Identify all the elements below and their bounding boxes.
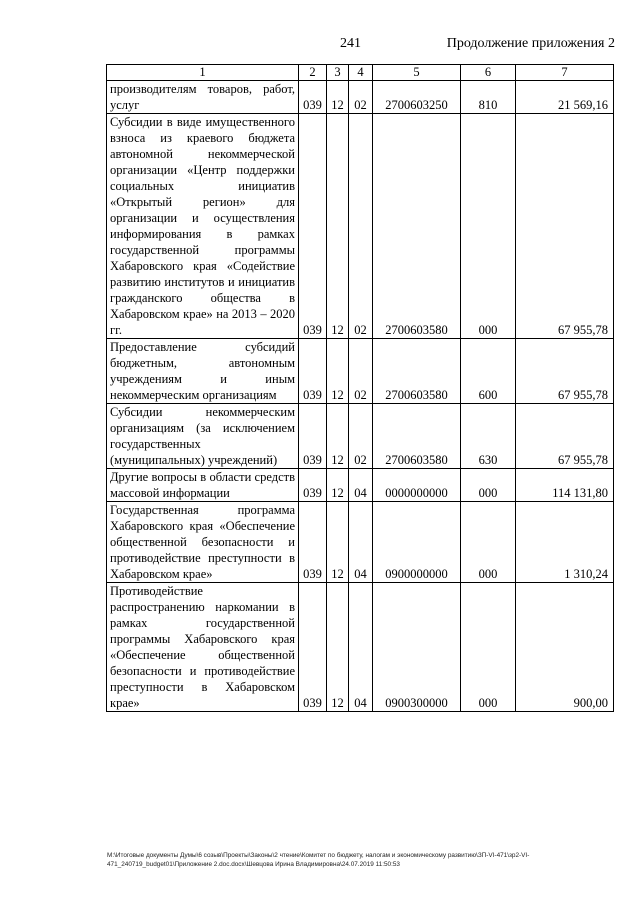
table-row <box>107 81 614 114</box>
row-amount: 114 131,80 <box>516 469 614 502</box>
row-code-1: 039 <box>299 502 327 583</box>
row-code-5: 000 <box>461 583 516 712</box>
column-header: 3 <box>327 65 349 81</box>
column-header: 1 <box>107 65 299 81</box>
row-name: Субсидии некоммерческим организациям (за исключением государственных (муниципальных) учреждений) <box>107 404 299 469</box>
row-code-3: 04 <box>349 583 373 712</box>
row-name: Противодействие распространению наркомании в рамках государственной программы Хабаровского края «Обеспечение общественной безопасности и противодействие преступности в Хабаровском крае» <box>107 583 299 712</box>
row-code-4: 2700603250 <box>373 81 461 114</box>
row-code-2: 12 <box>327 469 349 502</box>
row-amount: 67 955,78 <box>516 339 614 404</box>
row-code-3: 04 <box>349 469 373 502</box>
column-header: 5 <box>373 65 461 81</box>
row-code-4: 2700603580 <box>373 339 461 404</box>
row-code-1: 039 <box>299 114 327 339</box>
table-row <box>107 404 614 469</box>
row-code-1: 039 <box>299 583 327 712</box>
table-row <box>107 502 614 583</box>
row-amount: 900,00 <box>516 583 614 712</box>
row-code-1: 039 <box>299 469 327 502</box>
row-code-1: 039 <box>299 404 327 469</box>
row-name: Субсидии в виде имущественного взноса из краевого бюджета автономной некоммерческой организации «Центр поддержки социальных инициатив «Открытый регион» для организации и осуществления информирования в рамках государственной программы Хабаровского края «Содействие развитию институтов и инициатив гражданского общества в Хабаровском крае» на 2013 – 2020 гг. <box>107 114 299 339</box>
table-row <box>107 469 614 502</box>
row-code-1: 039 <box>299 339 327 404</box>
column-header: 2 <box>299 65 327 81</box>
table-header-row <box>107 65 614 81</box>
row-code-5: 600 <box>461 339 516 404</box>
row-code-4: 0900000000 <box>373 502 461 583</box>
column-header: 6 <box>461 65 516 81</box>
table-row <box>107 583 614 712</box>
row-name: производителям товаров, работ, услуг <box>107 81 299 114</box>
row-code-2: 12 <box>327 81 349 114</box>
row-code-2: 12 <box>327 339 349 404</box>
row-amount: 67 955,78 <box>516 114 614 339</box>
row-code-2: 12 <box>327 404 349 469</box>
row-code-5: 000 <box>461 114 516 339</box>
row-name: Предоставление субсидий бюджетным, автономным учреждениям и иным некоммерческим организациям <box>107 339 299 404</box>
row-code-2: 12 <box>327 583 349 712</box>
file-path-line: М:\Итоговые документы Думы\6 созыв\Проекты\Законы\2 чтение\Комитет по бюджету, налогам и экономическому развитию\ЗП-VI-471\зр2-VI- <box>107 852 530 859</box>
row-code-3: 02 <box>349 81 373 114</box>
row-amount: 1 310,24 <box>516 502 614 583</box>
table-row <box>107 339 614 404</box>
page-number: 241 <box>340 36 361 51</box>
row-code-4: 2700603580 <box>373 114 461 339</box>
row-code-5: 000 <box>461 469 516 502</box>
row-code-5: 810 <box>461 81 516 114</box>
column-header: 4 <box>349 65 373 81</box>
row-code-4: 2700603580 <box>373 404 461 469</box>
row-code-2: 12 <box>327 114 349 339</box>
row-code-3: 02 <box>349 404 373 469</box>
row-code-4: 0900300000 <box>373 583 461 712</box>
budget-table <box>106 64 614 712</box>
file-path-footer <box>107 851 613 869</box>
row-code-5: 000 <box>461 502 516 583</box>
row-code-3: 02 <box>349 114 373 339</box>
row-amount: 67 955,78 <box>516 404 614 469</box>
row-name: Государственная программа Хабаровского края «Обеспечение общественной безопасности и противодействие преступности в Хабаровском крае» <box>107 502 299 583</box>
table-row <box>107 114 614 339</box>
row-amount: 21 569,16 <box>516 81 614 114</box>
column-header: 7 <box>516 65 614 81</box>
row-code-2: 12 <box>327 502 349 583</box>
continuation-label: Продолжение приложения 2 <box>446 36 615 51</box>
row-code-3: 02 <box>349 339 373 404</box>
file-path-line: 471_240719_budget01\Приложение 2.doc.docx\Шевцова Ирина Владимировна\24.07.2019 11:50:53 <box>107 861 400 868</box>
row-code-4: 0000000000 <box>373 469 461 502</box>
row-code-5: 630 <box>461 404 516 469</box>
row-name: Другие вопросы в области средств массовой информации <box>107 469 299 502</box>
row-code-1: 039 <box>299 81 327 114</box>
row-code-3: 04 <box>349 502 373 583</box>
